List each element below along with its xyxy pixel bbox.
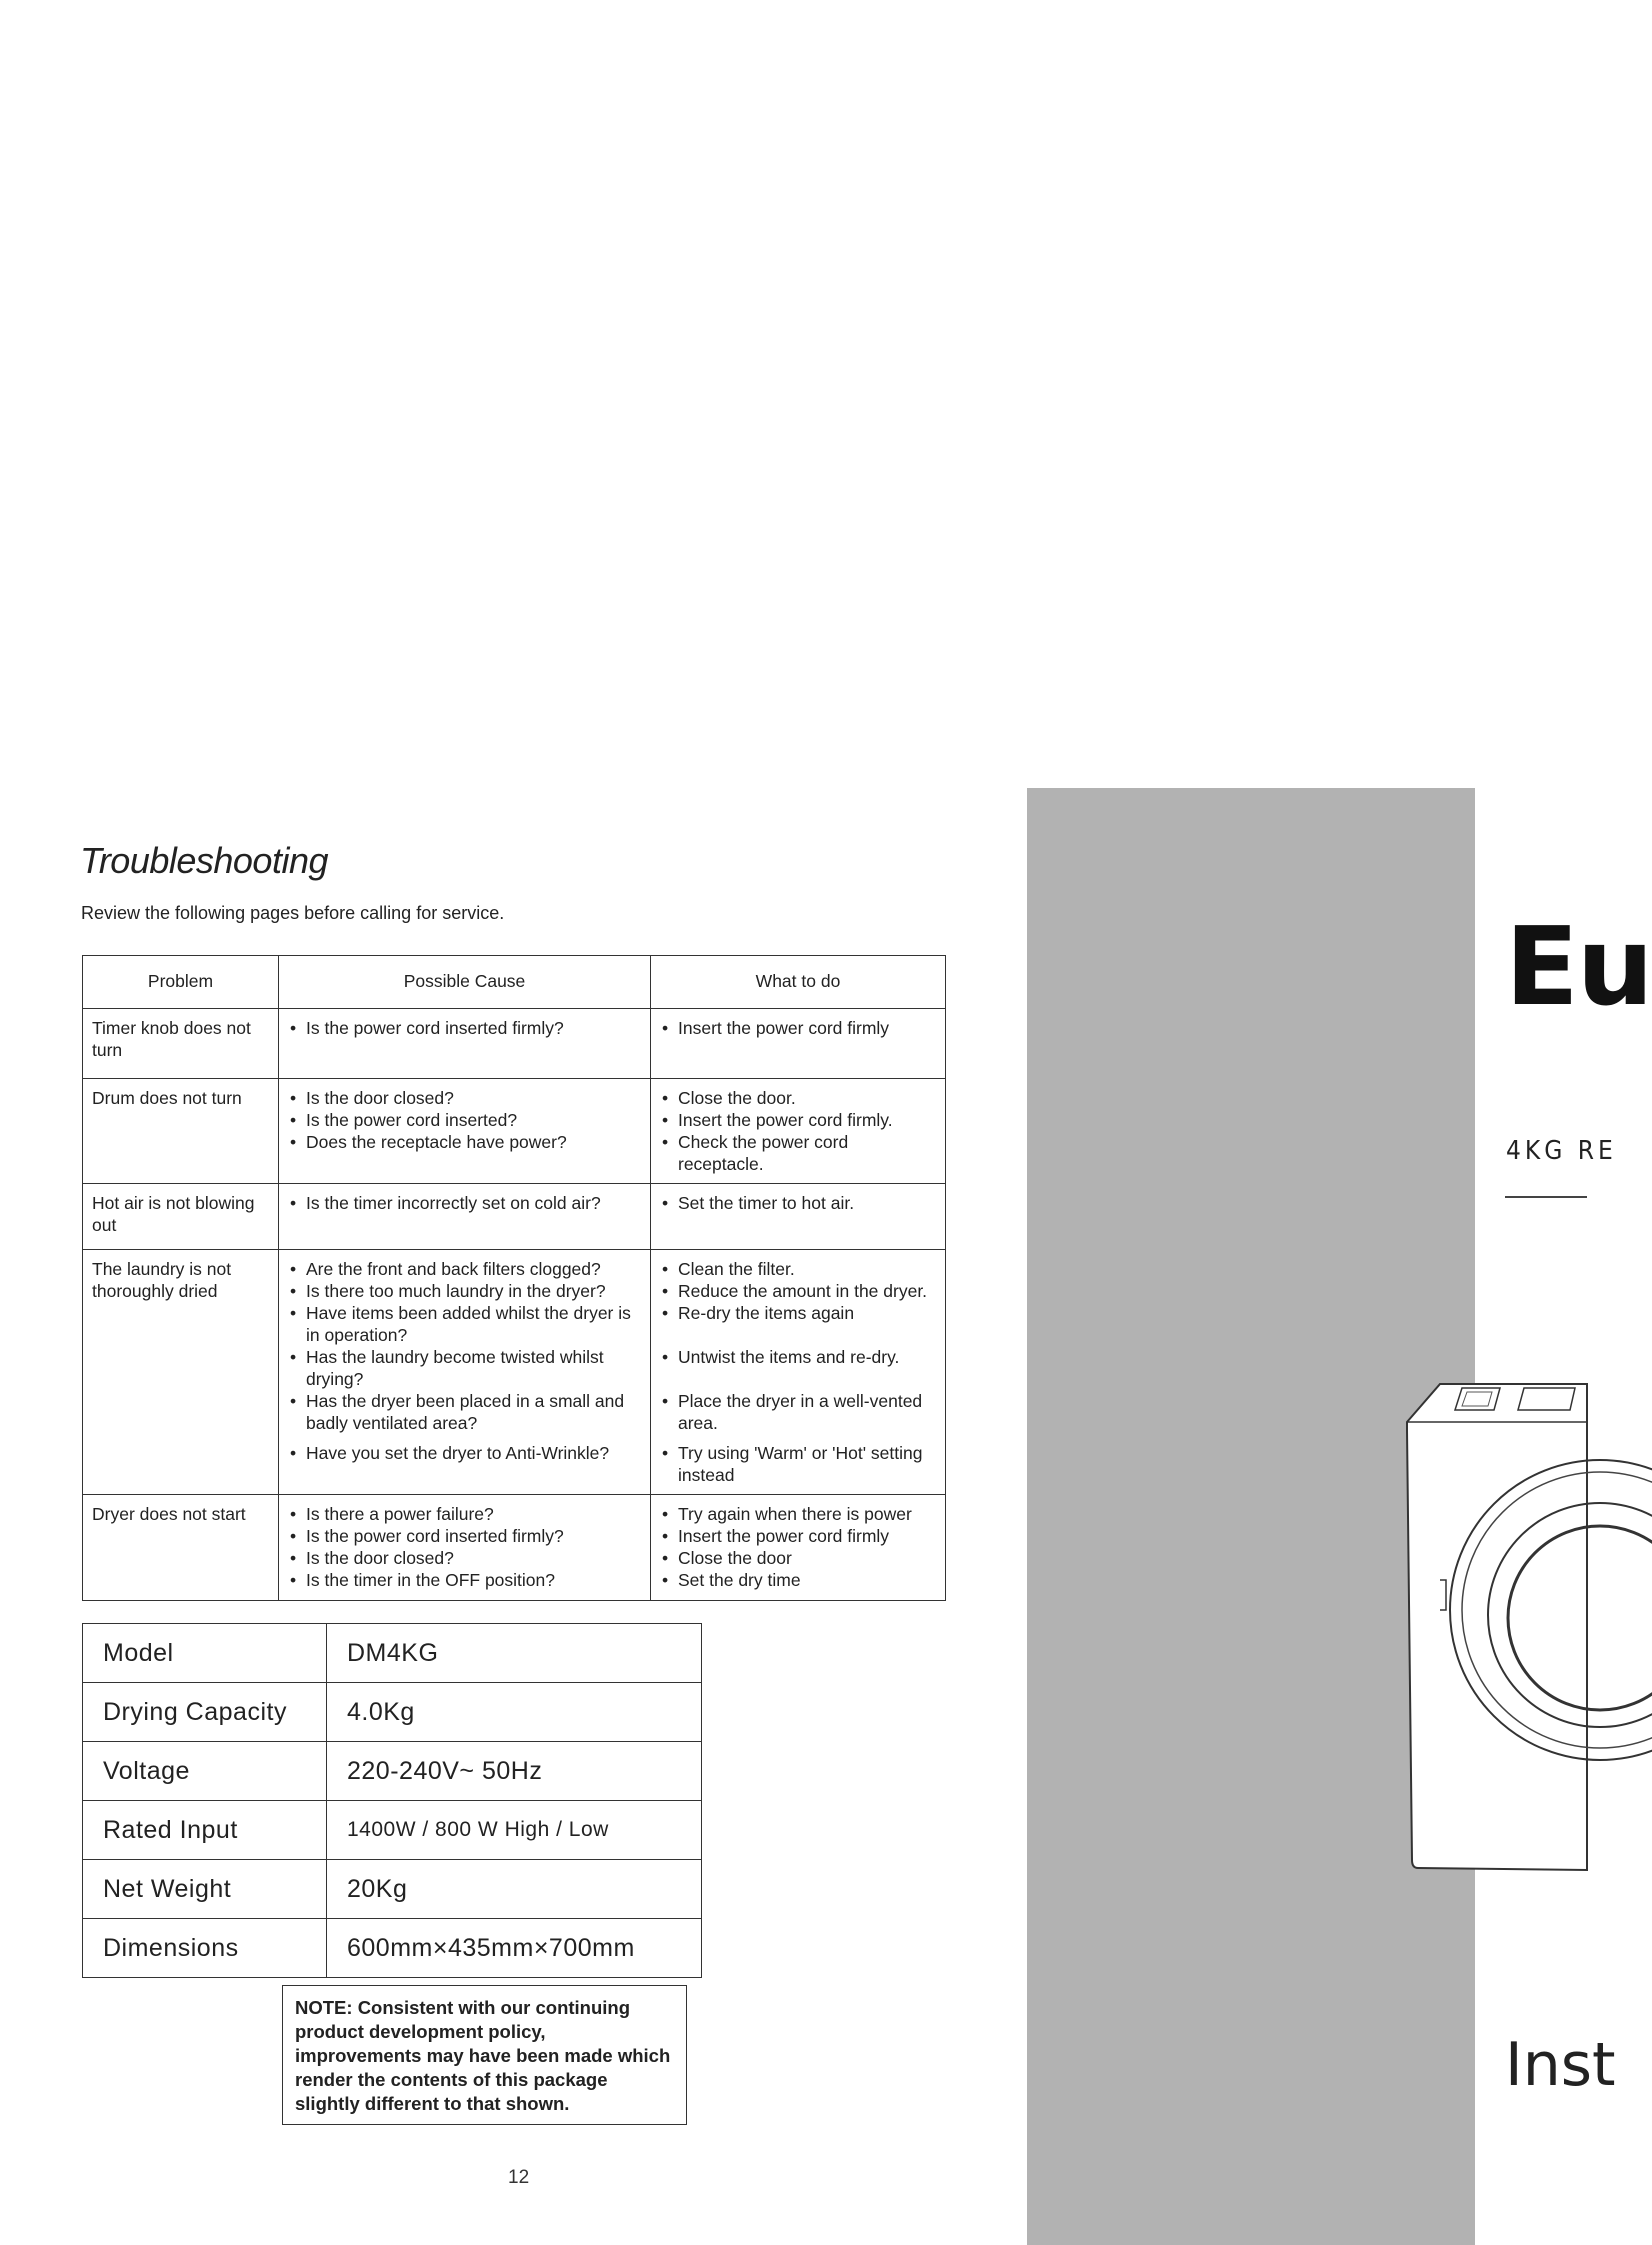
spec-label: Dimensions bbox=[83, 1919, 327, 1978]
cover-instructions-text: Inst bbox=[1505, 2030, 1616, 2100]
cause-item: • Is the timer in the OFF position? bbox=[288, 1569, 641, 1591]
page-number: 12 bbox=[508, 2167, 530, 2188]
page-subtitle: Review the following pages before calling for service. bbox=[81, 903, 505, 923]
spec-label: Net Weight bbox=[83, 1860, 327, 1919]
fix-item: • Close the door bbox=[660, 1547, 936, 1569]
fix-item: • Try again when there is power bbox=[660, 1503, 936, 1525]
fix-item: • Close the door. bbox=[660, 1087, 936, 1109]
cause-item: • Is the power cord inserted firmly? bbox=[288, 1017, 641, 1039]
cause-item: • Is the door closed? bbox=[288, 1087, 641, 1109]
table-row bbox=[83, 1495, 946, 1601]
dryer-illustration bbox=[1400, 1370, 1587, 1890]
spec-row bbox=[83, 1919, 702, 1978]
spec-row bbox=[83, 1624, 702, 1683]
cause-item: • Is the power cord inserted firmly? bbox=[288, 1525, 641, 1547]
problem-cell: Dryer does not start bbox=[83, 1495, 279, 1601]
spec-row bbox=[83, 1801, 702, 1860]
spec-label: Rated Input bbox=[83, 1801, 327, 1860]
problem-cell: Drum does not turn bbox=[83, 1079, 279, 1184]
cause-item: • Have you set the dryer to Anti-Wrinkle? bbox=[288, 1442, 641, 1464]
fix-item: • Re-dry the items again bbox=[660, 1302, 936, 1324]
spec-label: Voltage bbox=[83, 1742, 327, 1801]
cause-item: • Has the laundry become twisted whilst drying? bbox=[288, 1346, 641, 1390]
column-header-problem: Problem bbox=[83, 956, 279, 1009]
problem-cell: Hot air is not blowing out bbox=[83, 1184, 279, 1250]
cause-item: • Are the front and back filters clogged? bbox=[288, 1258, 641, 1280]
spec-value: 600mm×435mm×700mm bbox=[327, 1919, 702, 1978]
cause-item: • Is there a power failure? bbox=[288, 1503, 641, 1525]
cause-item: • Has the dryer been placed in a small and badly ventilated area? bbox=[288, 1390, 641, 1434]
cause-item: • Is the power cord inserted? bbox=[288, 1109, 641, 1131]
fix-item: • Set the timer to hot air. bbox=[660, 1192, 936, 1214]
fix-item: • Check the power cord receptacle. bbox=[660, 1131, 936, 1175]
cover-divider bbox=[1505, 1196, 1587, 1198]
table-row bbox=[83, 1250, 946, 1495]
page-title: Troubleshooting bbox=[80, 840, 328, 881]
specifications-table bbox=[82, 1623, 702, 1978]
fix-item: • Insert the power cord firmly. bbox=[660, 1109, 936, 1131]
fix-item: • Untwist the items and re-dry. bbox=[660, 1346, 936, 1368]
spec-value: DM4KG bbox=[327, 1624, 702, 1683]
table-header-row bbox=[83, 956, 946, 1009]
spec-label: Drying Capacity bbox=[83, 1683, 327, 1742]
fix-item: • Set the dry time bbox=[660, 1569, 936, 1591]
cause-item: • Is the door closed? bbox=[288, 1547, 641, 1569]
column-header-fix: What to do bbox=[651, 956, 946, 1009]
problem-cell: The laundry is not thoroughly dried bbox=[83, 1250, 279, 1495]
spec-value: 220-240V~ 50Hz bbox=[327, 1742, 702, 1801]
cause-item: • Does the receptacle have power? bbox=[288, 1131, 641, 1153]
cover-brand-text: Eu bbox=[1505, 905, 1652, 1030]
note-box: NOTE: Consistent with our continuing product development policy, improvements may have been made which render the contents of this package slightly different to that shown. bbox=[282, 1985, 687, 2125]
fix-item: • Try using 'Warm' or 'Hot' setting instead bbox=[660, 1442, 936, 1486]
spec-value: 20Kg bbox=[327, 1860, 702, 1919]
fix-item: • Place the dryer in a well-vented area. bbox=[660, 1390, 936, 1434]
spec-row bbox=[83, 1742, 702, 1801]
fix-item: • Insert the power cord firmly bbox=[660, 1017, 936, 1039]
fix-item: • Clean the filter. bbox=[660, 1258, 936, 1280]
table-row bbox=[83, 1009, 946, 1079]
cause-item: • Is the timer incorrectly set on cold air? bbox=[288, 1192, 641, 1214]
cause-item: • Have items been added whilst the dryer is in operation? bbox=[288, 1302, 641, 1346]
spec-value: 1400W / 800 W High / Low bbox=[327, 1801, 702, 1860]
spec-value: 4.0Kg bbox=[327, 1683, 702, 1742]
fix-item: • Insert the power cord firmly bbox=[660, 1525, 936, 1547]
cover-tagline: 4KG RE bbox=[1506, 1136, 1617, 1166]
column-header-cause: Possible Cause bbox=[279, 956, 651, 1009]
fix-item: • Reduce the amount in the dryer. bbox=[660, 1280, 936, 1302]
spec-row bbox=[83, 1860, 702, 1919]
spec-label: Model bbox=[83, 1624, 327, 1683]
table-row bbox=[83, 1079, 946, 1184]
troubleshooting-table bbox=[82, 955, 946, 1601]
table-row bbox=[83, 1184, 946, 1250]
problem-cell: Timer knob does not turn bbox=[83, 1009, 279, 1079]
spec-row bbox=[83, 1683, 702, 1742]
cause-item: • Is there too much laundry in the dryer? bbox=[288, 1280, 641, 1302]
